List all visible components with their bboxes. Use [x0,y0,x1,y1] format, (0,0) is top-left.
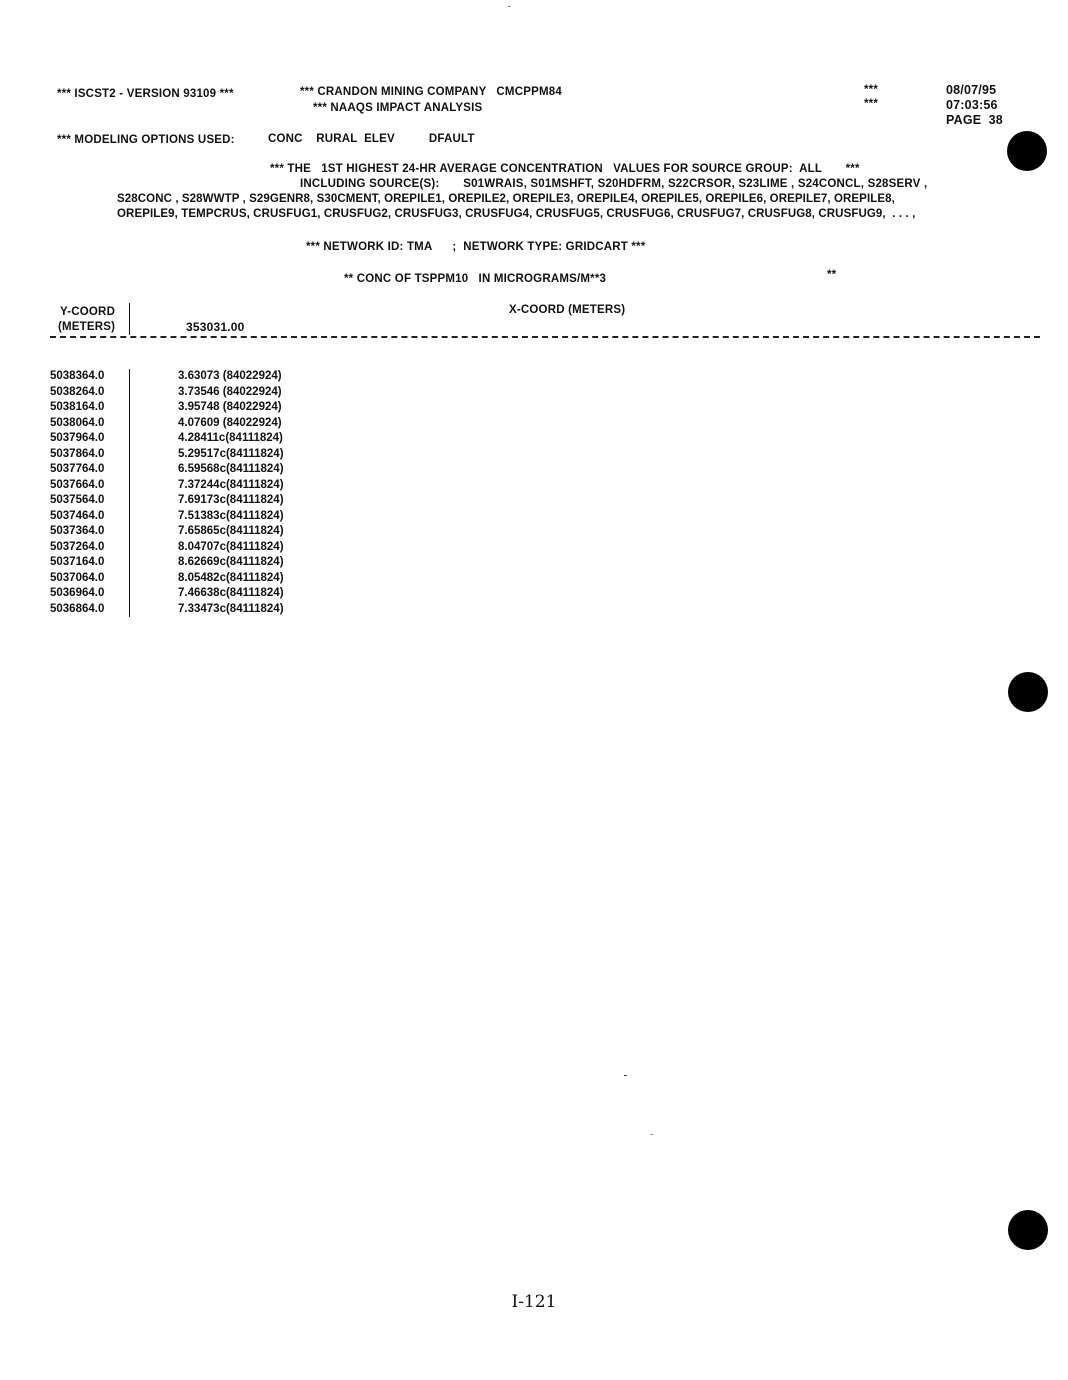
summary-line-1: *** THE 1ST HIGHEST 24-HR AVERAGE CONCENTRATION VALUES FOR SOURCE GROUP: ALL *** [270,163,860,175]
y-coord-cell: 5037564.0 [50,494,105,506]
value-cell: 6.59568c(84111824) [178,463,284,475]
y-coord-cell: 5038264.0 [50,385,105,398]
y-coord-label: Y-COORD [60,306,116,318]
value-cell: 3.63073 (84022924) [178,370,282,382]
value-cell: 3.73546 (84022924) [178,385,282,398]
y-coord-cell: 5038164.0 [50,401,105,413]
value-cell: 7.37244c(84111824) [178,478,284,491]
concentration-label: ** CONC OF TSPPM10 IN MICROGRAMS/M**3 [344,273,607,285]
company-name: *** CRANDON MINING COMPANY CMCPPM84 [300,86,562,98]
x-coord-label: X-COORD (METERS) [509,304,626,316]
value-cell: 3.95748 (84022924) [178,401,282,413]
y-coord-cell: 5037264.0 [50,540,105,553]
modeling-options-label: *** MODELING OPTIONS USED: [57,134,235,146]
value-cell: 7.65865c(84111824) [178,525,284,537]
row-divider [129,369,130,617]
value-cell: 7.33473c(84111824) [178,602,284,615]
punch-hole-top [1007,131,1047,171]
value-cell: 4.28411c(84111824) [178,432,283,444]
concentration-stars: ** [827,269,837,281]
value-cell: 8.05482c(84111824) [178,571,284,584]
y-coord-cell: 5037064.0 [50,571,105,584]
y-coord-cell: 5037364.0 [50,525,105,537]
analysis-title: *** NAAQS IMPACT ANALYSIS [313,102,483,114]
value-cell: 8.62669c(84111824) [178,556,284,568]
summary-line-2: INCLUDING SOURCE(S): S01WRAIS, S01MSHFT, S20HDFRM, S22CRSOR, S23LIME , S24CONCL, S28SERV , [300,178,928,190]
value-cell: 8.04707c(84111824) [178,540,284,553]
punch-hole-middle [1008,672,1048,712]
value-cell: 7.46638c(84111824) [178,587,284,599]
network-info: *** NETWORK ID: TMA ; NETWORK TYPE: GRIDCART *** [306,241,646,253]
summary-line-3: S28CONC , S28WWTP , S29GENR8, S30CMENT, OREPILE1, OREPILE2, OREPILE3, OREPILE4, OREPILE5, OREPILE6, OREPILE7, OREPILE8, [117,193,895,205]
scan-speck [508,6,511,7]
scan-speck [650,1134,653,1135]
run-date: 08/07/95 [946,83,997,97]
y-coord-cell: 5038064.0 [50,416,105,429]
y-coord-cell: 5036964.0 [50,587,105,599]
page-footer: I-121 [511,1292,557,1312]
scan-speck [624,1075,627,1076]
y-coord-cell: 5037764.0 [50,463,105,475]
value-cell: 7.69173c(84111824) [178,494,284,506]
run-time: 07:03:56 [946,98,998,112]
y-coord-cell: 5037664.0 [50,478,105,491]
modeling-options-values: CONC RURAL ELEV DFAULT [268,133,475,145]
y-coord-cell: 5038364.0 [50,370,105,382]
y-coord-cell: 5037964.0 [50,432,105,444]
page-number: PAGE 38 [946,113,1003,127]
meters-label: (METERS) [58,321,116,333]
dashed-separator [50,336,1040,338]
y-coord-cell: 5037164.0 [50,556,105,568]
y-coord-cell: 5036864.0 [50,602,105,615]
header-stars-1: *** [864,84,879,96]
header-divider [129,303,130,335]
summary-line-4: OREPILE9, TEMPCRUS, CRUSFUG1, CRUSFUG2, CRUSFUG3, CRUSFUG4, CRUSFUG5, CRUSFUG6, CRUSFUG7, CRUSFUG8, CRUSFUG9, . . . , [117,208,916,220]
header-stars-2: *** [864,98,879,110]
punch-hole-bottom [1008,1210,1048,1250]
value-cell: 4.07609 (84022924) [178,416,282,429]
y-coord-cell: 5037864.0 [50,447,105,460]
value-cell: 7.51383c(84111824) [178,509,284,522]
x-coord-value: 353031.00 [186,320,245,334]
program-version: *** ISCST2 - VERSION 93109 *** [57,88,234,100]
y-coord-cell: 5037464.0 [50,509,105,522]
value-cell: 5.29517c(84111824) [178,447,284,460]
